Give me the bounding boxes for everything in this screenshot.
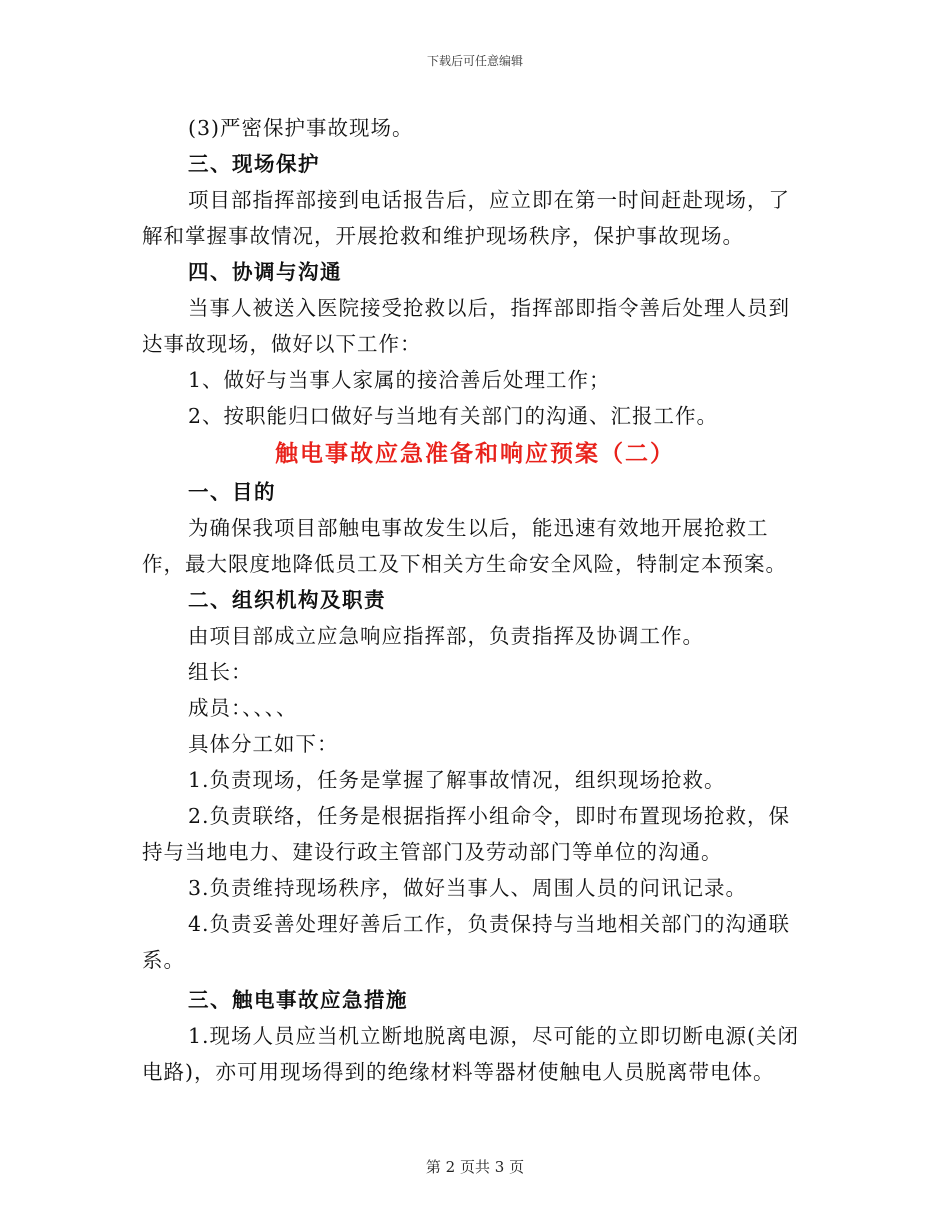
list-item: 2.负责联络，任务是根据指挥小组命令，即时布置现场抢救，保持与当地电力、建设行政主管部门及劳动部门等单位的沟通。 xyxy=(142,804,791,864)
list-item: 1.现场人员应当机立断地脱离电源，尽可能的立即切断电源(关闭电路)，亦可用现场得到的绝缘材料等器材使触电人员脱离带电体。 xyxy=(142,1024,800,1084)
section-heading: 三、现场保护 xyxy=(188,152,320,176)
section-heading: 四、协调与沟通 xyxy=(188,260,342,284)
paragraph: 由项目部成立应急响应指挥部，负责指挥及协调工作。 xyxy=(188,624,704,648)
paragraph: 成员：、、、、 xyxy=(188,696,298,720)
list-item: 3.负责维持现场秩序，做好当事人、周围人员的问讯记录。 xyxy=(188,876,748,900)
paragraph: 组长： xyxy=(188,660,253,684)
page-header: 下载后可任意编辑 xyxy=(426,54,523,68)
paragraph: 项目部指挥部接到电话报告后，应立即在第一时间赶赴现场，了解和掌握事故情况，开展抢救和维护现场秩序，保护事故现场。 xyxy=(142,188,790,248)
paragraph: 具体分工如下： xyxy=(188,732,339,756)
list-item: 1、做好与当事人家属的接洽善后处理工作； xyxy=(188,368,611,392)
list-item: 4.负责妥善处理好善后工作，负责保持与当地相关部门的沟通联系。 xyxy=(142,912,791,972)
list-item: 2、按职能归口做好与当地有关部门的沟通、汇报工作。 xyxy=(188,404,719,428)
section-heading: 三、触电事故应急措施 xyxy=(188,988,408,1012)
document-body xyxy=(142,110,808,1090)
document-title: 触电事故应急准备和响应预案（二） xyxy=(275,440,675,467)
section-heading: 二、组织机构及职责 xyxy=(188,588,386,612)
paragraph: 当事人被送入医院接受抢救以后，指挥部即指令善后处理人员到达事故现场，做好以下工作： xyxy=(142,296,790,356)
paragraph: 为确保我项目部触电事故发生以后，能迅速有效地开展抢救工作，最大限度地降低员工及下相关方生命安全风险，特制定本预案。 xyxy=(142,516,787,576)
paragraph: (3)严密保护事故现场。 xyxy=(188,116,414,140)
list-item: 1.负责现场，任务是掌握了解事故情况，组织现场抢救。 xyxy=(188,768,726,792)
section-heading: 一、目的 xyxy=(188,480,276,504)
page-footer: 第 2 页共 3 页 xyxy=(425,1158,525,1176)
